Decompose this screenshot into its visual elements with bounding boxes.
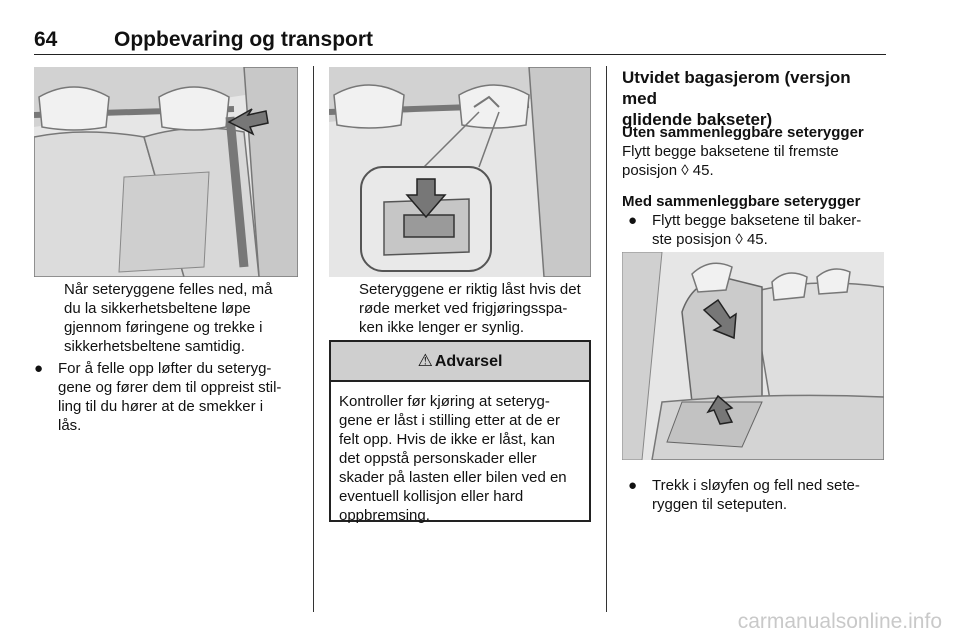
header-rule [34, 54, 886, 55]
warning-header [331, 342, 589, 382]
column-divider-1 [313, 66, 314, 612]
bullet-dot: ● [34, 360, 44, 377]
subheading-without-folding: Uten sammenleggbare seterygger [622, 124, 864, 141]
page-number: 64 [34, 28, 58, 51]
column-divider-2 [606, 66, 607, 612]
figure-fold-backrest [622, 252, 884, 460]
figure-release-lever [329, 67, 591, 277]
warning-box [329, 340, 591, 522]
page-header [34, 28, 884, 52]
caption-seat-belt: Når seteryggene felles ned, må du la sikkerhetsbeltene løpe gjennom føringene og trekke i sikkerhetsbeltene samtidig. [64, 281, 273, 355]
watermark: carmanualsonline.info [737, 610, 942, 633]
page-title: Oppbevaring og transport [114, 28, 374, 51]
subheading-with-folding: Med sammenleggbare seterygger [622, 193, 861, 210]
warning-icon: ⚠ [417, 351, 433, 370]
text-without-folding: Flytt begge baksetene til fremste posisjon ◊ 45. [622, 143, 839, 179]
warning-title: Advarsel [434, 353, 503, 370]
figure-seat-belt-guide [34, 67, 298, 277]
section-heading: Utvidet bagasjerom (versjon med glidende bakseter) [622, 68, 851, 129]
warning-text: Kontroller før kjøring at seteryg- gene er låst i stilling etter at de er felt opp. Hvis de ikke er låst, kan det oppstå personskader eller skader på lasten eller bilen ved en eventuell kollisjon eller hard oppbremsing. [339, 393, 567, 524]
bullet-dot: ● [628, 477, 638, 494]
caption-release-lever: Seteryggene er riktig låst hvis det røde merket ved frigjøringsspa- ken ikke lenger er synlig. [359, 281, 581, 336]
bullet-dot: ● [628, 212, 638, 229]
